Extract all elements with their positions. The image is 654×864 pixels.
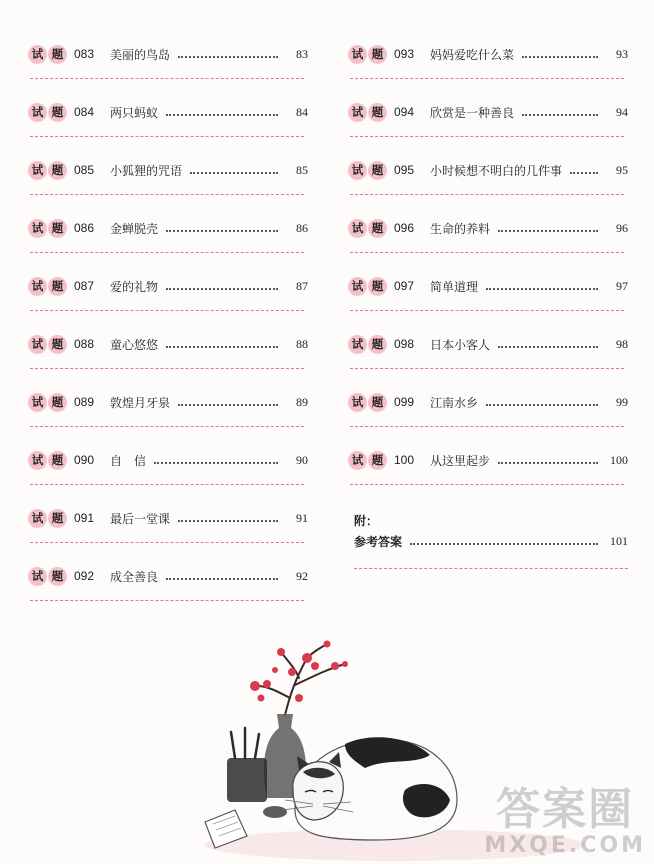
exam-badge: [28, 103, 68, 122]
entry-page: 96: [616, 220, 628, 235]
dot-leader: [486, 404, 598, 406]
entry-number: 100: [394, 453, 415, 467]
badge-char: 题: [48, 509, 67, 528]
toc-entry[interactable]: [348, 94, 628, 152]
badge-char: 试: [28, 45, 47, 64]
entry-title: 金蝉脱壳: [110, 221, 159, 236]
divider-dashed: [30, 194, 304, 195]
dot-leader: [570, 172, 598, 174]
badge-char: 题: [368, 103, 387, 122]
entry-page: 98: [616, 336, 628, 351]
toc-entry-row: [348, 100, 628, 124]
entry-title: 两只蚂蚁: [110, 105, 159, 120]
entry-page: 97: [616, 278, 628, 293]
entry-number: 083: [74, 47, 95, 61]
badge-char: 题: [368, 45, 387, 64]
badge-char: 题: [48, 219, 67, 238]
toc-entry[interactable]: [348, 442, 628, 500]
dot-leader: [166, 578, 278, 580]
exam-badge: [28, 277, 68, 296]
dot-leader: [498, 230, 598, 232]
badge-char: 试: [28, 219, 47, 238]
entry-page: 95: [616, 162, 628, 177]
badge-char: 试: [28, 161, 47, 180]
entry-page: 90: [296, 452, 308, 467]
toc-entry-row: [28, 216, 308, 240]
entry-page: 88: [296, 336, 308, 351]
exam-badge: [28, 393, 68, 412]
toc-entry-row: [28, 158, 308, 182]
dot-leader: [190, 172, 278, 174]
exam-badge: [348, 45, 388, 64]
dot-leader: [498, 346, 598, 348]
entry-page: 99: [616, 394, 628, 409]
dot-leader: [522, 114, 598, 116]
toc-entry-row: [28, 332, 308, 356]
badge-char: 题: [368, 219, 387, 238]
divider-dashed: [30, 600, 304, 601]
divider-dashed: [354, 568, 628, 569]
divider-dashed: [30, 368, 304, 369]
dot-leader: [166, 230, 278, 232]
badge-char: 试: [348, 393, 367, 412]
entry-page: 100: [610, 452, 628, 467]
entry-title: 自 信: [110, 453, 147, 468]
entry-number: 097: [394, 279, 415, 293]
entry-title: 参考答案: [354, 534, 403, 549]
badge-char: 题: [48, 393, 67, 412]
entry-number: 095: [394, 163, 415, 177]
toc-entry[interactable]: [28, 558, 308, 616]
divider-dashed: [350, 310, 624, 311]
dot-leader: [486, 288, 598, 290]
exam-badge: [28, 219, 68, 238]
exam-badge: [348, 393, 388, 412]
entry-title: 小时候想不明白的几件事: [430, 163, 563, 178]
toc-entry-row: [28, 42, 308, 66]
entry-page: 92: [296, 568, 308, 583]
toc-entry-row: [28, 100, 308, 124]
divider-dashed: [30, 484, 304, 485]
entry-title: 小狐狸的咒语: [110, 163, 183, 178]
exam-badge: [28, 509, 68, 528]
toc-entry-row: [348, 158, 628, 182]
entry-page: 83: [296, 46, 308, 61]
entry-page: 84: [296, 104, 308, 119]
entry-number: 090: [74, 453, 95, 467]
entry-number: 085: [74, 163, 95, 177]
entry-page: 87: [296, 278, 308, 293]
toc-entry-appendix[interactable]: [354, 531, 628, 551]
exam-badge: [348, 219, 388, 238]
entry-number: 088: [74, 337, 95, 351]
entry-number: 091: [74, 511, 95, 525]
badge-char: 题: [48, 335, 67, 354]
badge-char: 试: [348, 335, 367, 354]
toc-entry[interactable]: [28, 210, 308, 268]
entry-title: 日本小客人: [430, 337, 491, 352]
badge-char: 试: [348, 103, 367, 122]
entry-number: 096: [394, 221, 415, 235]
badge-char: 试: [28, 393, 47, 412]
dot-leader: [154, 462, 278, 464]
badge-char: 题: [368, 335, 387, 354]
entry-title: 最后一堂课: [110, 511, 171, 526]
badge-char: 试: [348, 451, 367, 470]
badge-char: 题: [48, 451, 67, 470]
toc-entry-row: [348, 216, 628, 240]
toc-entry-row: [348, 390, 628, 414]
dot-leader: [178, 520, 278, 522]
appendix-label: 附：: [354, 514, 379, 528]
toc-entry-row: [28, 448, 308, 472]
entry-number: 094: [394, 105, 415, 119]
divider-dashed: [350, 368, 624, 369]
divider-dashed: [350, 252, 624, 253]
divider-dashed: [30, 310, 304, 311]
toc-entry[interactable]: [348, 210, 628, 268]
toc-entry[interactable]: [28, 152, 308, 210]
badge-char: 题: [48, 161, 67, 180]
toc-entry[interactable]: [28, 268, 308, 326]
toc-entry[interactable]: [348, 384, 628, 442]
toc-right-column: [348, 36, 628, 500]
entry-number: 087: [74, 279, 95, 293]
exam-badge: [28, 45, 68, 64]
entry-page: 101: [610, 533, 628, 548]
badge-char: 试: [348, 45, 367, 64]
entry-page: 86: [296, 220, 308, 235]
divider-dashed: [30, 78, 304, 79]
toc-left-column: [28, 36, 308, 616]
toc-entry-row: [28, 506, 308, 530]
exam-badge: [348, 103, 388, 122]
toc-entry[interactable]: [28, 36, 308, 94]
divider-dashed: [30, 426, 304, 427]
exam-badge: [28, 161, 68, 180]
entry-page: 94: [616, 104, 628, 119]
entry-number: 084: [74, 105, 95, 119]
dot-leader: [166, 114, 278, 116]
divider-dashed: [30, 136, 304, 137]
watermark-domain: MXQE.COM: [484, 833, 646, 858]
dot-leader: [166, 346, 278, 348]
entry-title: 欣赏是一种善良: [430, 105, 515, 120]
entry-title: 成全善良: [110, 569, 159, 584]
toc-entry-row: [348, 42, 628, 66]
toc-entry-row: [28, 564, 308, 588]
toc-entry[interactable]: [28, 442, 308, 500]
toc-entry-row: [348, 332, 628, 356]
badge-char: 题: [368, 161, 387, 180]
toc-entry-row: [28, 390, 308, 414]
badge-char: 题: [48, 103, 67, 122]
toc-entry-row: [348, 274, 628, 298]
divider-dashed: [30, 252, 304, 253]
exam-badge: [348, 277, 388, 296]
toc-entry[interactable]: [348, 326, 628, 384]
badge-char: 题: [368, 393, 387, 412]
badge-char: 试: [28, 567, 47, 586]
entry-number: 092: [74, 569, 95, 583]
toc-entry[interactable]: [348, 268, 628, 326]
entry-page: 89: [296, 394, 308, 409]
badge-char: 试: [348, 277, 367, 296]
badge-char: 试: [28, 509, 47, 528]
entry-number: 099: [394, 395, 415, 409]
entry-page: 91: [296, 510, 308, 525]
entry-title: 简单道理: [430, 279, 479, 294]
exam-badge: [28, 567, 68, 586]
dot-leader: [166, 288, 278, 290]
toc-entry[interactable]: [348, 36, 628, 94]
toc-entry[interactable]: [348, 152, 628, 210]
badge-char: 试: [28, 103, 47, 122]
toc-entry-row: [28, 274, 308, 298]
divider-dashed: [350, 194, 624, 195]
dot-leader: [498, 462, 598, 464]
divider-dashed: [30, 542, 304, 543]
entry-number: 098: [394, 337, 415, 351]
entry-title: 妈妈爱吃什么菜: [430, 47, 515, 62]
dot-leader: [522, 56, 598, 58]
toc-entry[interactable]: [28, 384, 308, 442]
badge-char: 题: [48, 45, 67, 64]
badge-char: 题: [368, 277, 387, 296]
entry-title: 江南水乡: [430, 395, 479, 410]
divider-dashed: [350, 78, 624, 79]
badge-char: 题: [368, 451, 387, 470]
entry-page: 85: [296, 162, 308, 177]
badge-char: 试: [348, 219, 367, 238]
entry-title: 童心悠悠: [110, 337, 159, 352]
divider-dashed: [350, 484, 624, 485]
exam-badge: [348, 161, 388, 180]
exam-badge: [348, 335, 388, 354]
dot-leader: [410, 543, 598, 545]
divider-dashed: [350, 136, 624, 137]
entry-title: 爱的礼物: [110, 279, 159, 294]
toc-entry[interactable]: [28, 326, 308, 384]
entry-title: 从这里起步: [430, 453, 491, 468]
entry-page: 93: [616, 46, 628, 61]
badge-char: 试: [348, 161, 367, 180]
badge-char: 题: [48, 277, 67, 296]
entry-title: 美丽的鸟岛: [110, 47, 171, 62]
watermark-logo-text: 答案圈: [496, 784, 635, 835]
entry-title: 生命的养料: [430, 221, 491, 236]
dot-leader: [178, 56, 278, 58]
entry-number: 086: [74, 221, 95, 235]
exam-badge: [348, 451, 388, 470]
toc-entry-row: [348, 448, 628, 472]
badge-char: 试: [28, 335, 47, 354]
toc-entry[interactable]: [28, 500, 308, 558]
exam-badge: [28, 451, 68, 470]
exam-badge: [28, 335, 68, 354]
badge-char: 题: [48, 567, 67, 586]
toc-entry[interactable]: [28, 94, 308, 152]
entry-number: 093: [394, 47, 415, 61]
watermark: [484, 784, 646, 858]
entry-number: 089: [74, 395, 95, 409]
badge-char: 试: [28, 451, 47, 470]
dot-leader: [178, 404, 278, 406]
badge-char: 试: [28, 277, 47, 296]
entry-title: 敦煌月牙泉: [110, 395, 171, 410]
divider-dashed: [350, 426, 624, 427]
